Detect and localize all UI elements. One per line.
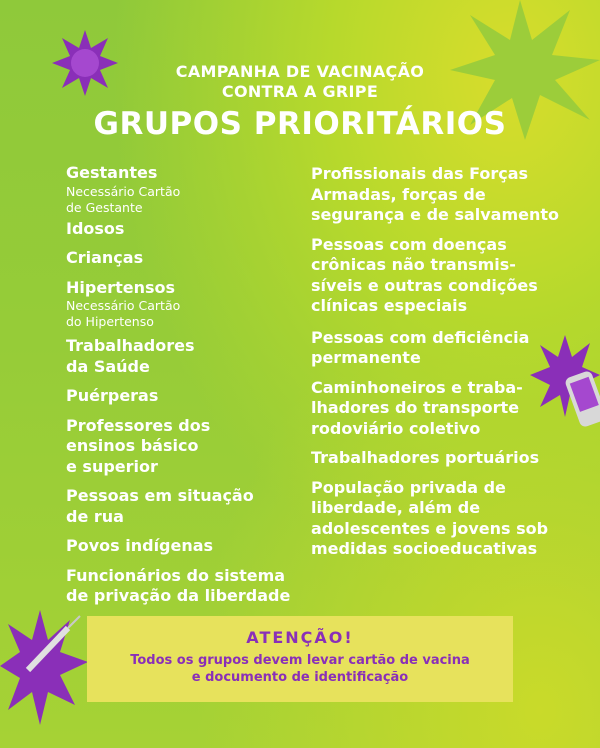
syringe-icon [0, 600, 90, 748]
list-item [66, 219, 298, 240]
list-item [311, 328, 561, 369]
group-name: População privada de liberdade, além de adolescentes e jovens sob medidas socioeducativas [311, 477, 549, 558]
group-name: Gestantes [66, 163, 158, 182]
list-item [66, 566, 298, 607]
group-name: Pessoas com deficiência permanente [311, 327, 530, 367]
group-name: Profissionais das Forças Armadas, forças de segurança e de salvamento [311, 164, 560, 224]
group-name: Puérperas [66, 386, 159, 405]
group-name: Funcionários do sistema de privação da liberdade [66, 565, 291, 605]
page-title: GRUPOS PRIORITÁRIOS [93, 106, 507, 142]
attention-title: ATENÇÃO! [246, 628, 354, 647]
list-item [66, 278, 298, 331]
list-item [311, 164, 561, 226]
attention-text: Todos os grupos devem levar cartão de vacina e documento de identificação [130, 653, 470, 685]
group-name: Trabalhadores portuários [311, 448, 540, 467]
list-item [311, 448, 561, 469]
list-item [311, 235, 561, 317]
list-item [66, 163, 298, 216]
group-name: Idosos [66, 218, 125, 238]
group-note: Necessário Cartão do Hipertenso [66, 298, 181, 329]
list-item [66, 336, 298, 377]
group-name: Povos indígenas [66, 536, 214, 555]
group-name: Pessoas com doenças crônicas não transmis- síveis e outras condições clínicas especiais [311, 234, 538, 315]
subtitle-line-2: CONTRA A GRIPE [221, 82, 379, 101]
list-item [66, 386, 298, 407]
group-name: Crianças [66, 248, 144, 267]
group-name: Professores dos ensinos básico e superior [66, 415, 211, 476]
list-item [66, 536, 298, 557]
group-note: Necessário Cartão de Gestante [66, 183, 181, 215]
list-item [311, 478, 561, 560]
list-item [66, 416, 298, 478]
list-item [66, 248, 298, 269]
campaign-subtitle [0, 62, 600, 102]
right-group-list [311, 164, 561, 560]
group-name: Trabalhadores da Saúde [66, 336, 195, 376]
left-group-list [66, 163, 298, 607]
group-name: Pessoas em situação de rua [66, 486, 254, 526]
group-name: Hipertensos [66, 277, 175, 297]
subtitle-line-1: CAMPANHA DE VACINAÇÃO [175, 62, 425, 81]
list-item [66, 486, 298, 527]
group-name: Caminhoneiros e traba- lhadores do transporte rodoviário coletivo [311, 377, 523, 438]
list-item [311, 378, 561, 440]
attention-box [87, 616, 513, 702]
